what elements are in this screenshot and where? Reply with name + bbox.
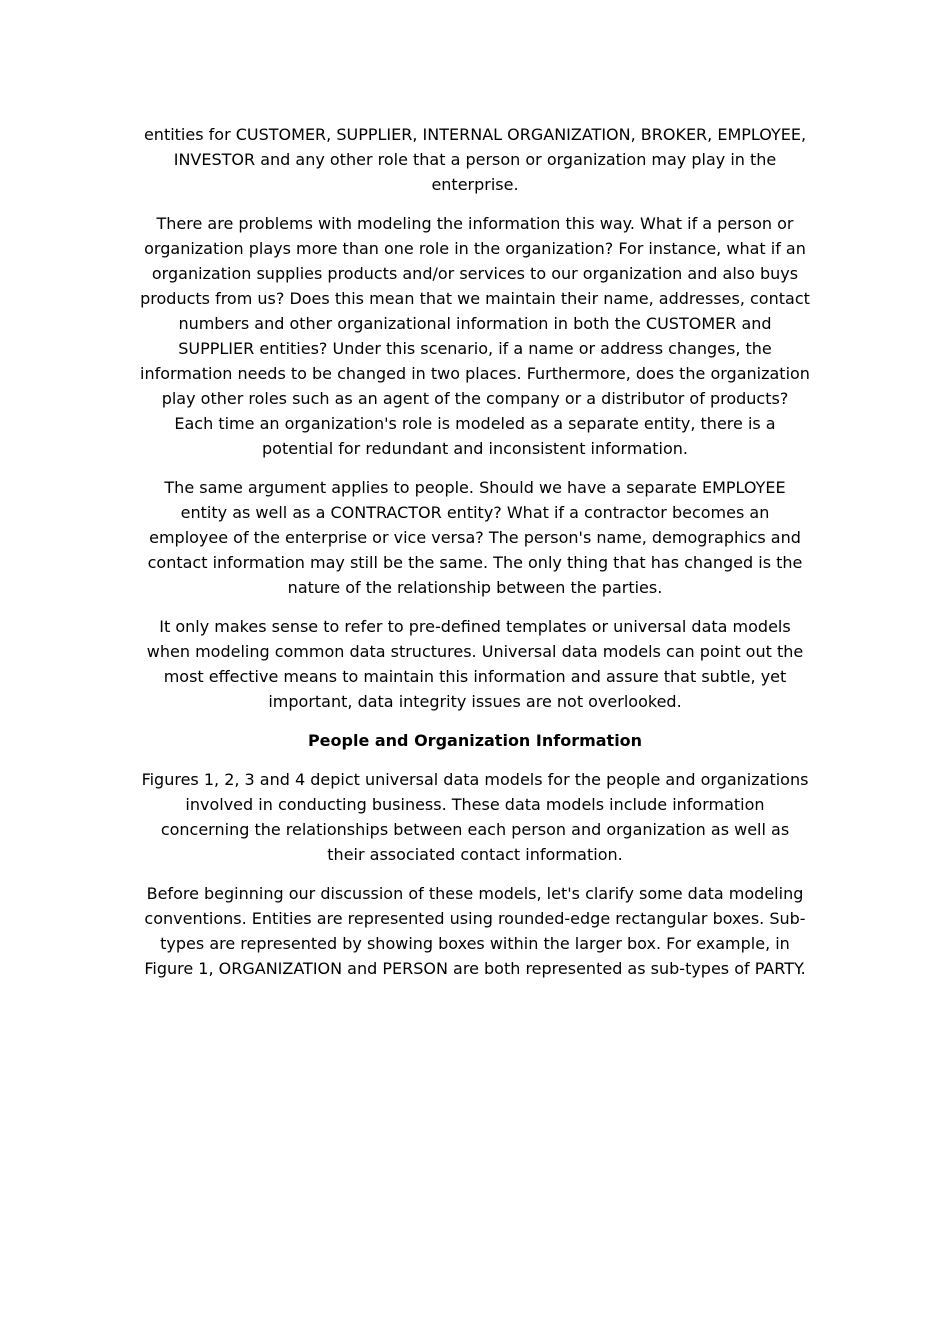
document-body (140, 122, 810, 995)
paragraph-modeling-conventions: Before beginning our discussion of these models, let's clarify some data modeling conventions. Entities are represented using rounded-edge rectangular boxes. Sub-types are represented by showing boxes within the larger box. For example, in Figure 1, ORGANIZATION and PERSON are both represented as sub-types of PARTY. (144, 884, 806, 978)
paragraph-entities-list: entities for CUSTOMER, SUPPLIER, INTERNAL ORGANIZATION, BROKER, EMPLOYEE, INVESTOR and any other role that a person or organization may play in the enterprise. (143, 125, 807, 194)
section-heading: People and Organization Information (307, 731, 643, 750)
paragraph-modeling-problems: There are problems with modeling the information this way. What if a person or organization plays more than one role in the organization? For instance, what if an organization supplies products and/or services to our organization and also buys products from us? Does this mean that we maintain their name, addresses, contact numbers and other organizational information in both the CUSTOMER and SUPPLIER entities? Under this scenario, if a name or address changes, the information needs to be changed in two places. Furthermore, does the organization play other roles such as an agent of the company or a distributor of products? Each time an organization's role is modeled as a separate entity, there is a potential for redundant and inconsistent information. (140, 214, 810, 458)
paragraph-people-argument: The same argument applies to people. Should we have a separate EMPLOYEE entity as well as a CONTRACTOR entity? What if a contractor becomes an employee of the enterprise or vice versa? The person's name, demographics and contact information may still be the same. The only thing that has changed is the nature of the relationship between the parties. (147, 478, 803, 597)
paragraph-figures-intro: Figures 1, 2, 3 and 4 depict universal data models for the people and organizations involved in conducting business. These data models include information concerning the relationships between each person and organization as well as their associated contact information. (141, 770, 809, 864)
paragraph-universal-models: It only makes sense to refer to pre-defined templates or universal data models when modeling common data structures. Universal data models can point out the most effective means to maintain this information and assure that subtle, yet important, data integrity issues are not overlooked. (146, 617, 804, 711)
